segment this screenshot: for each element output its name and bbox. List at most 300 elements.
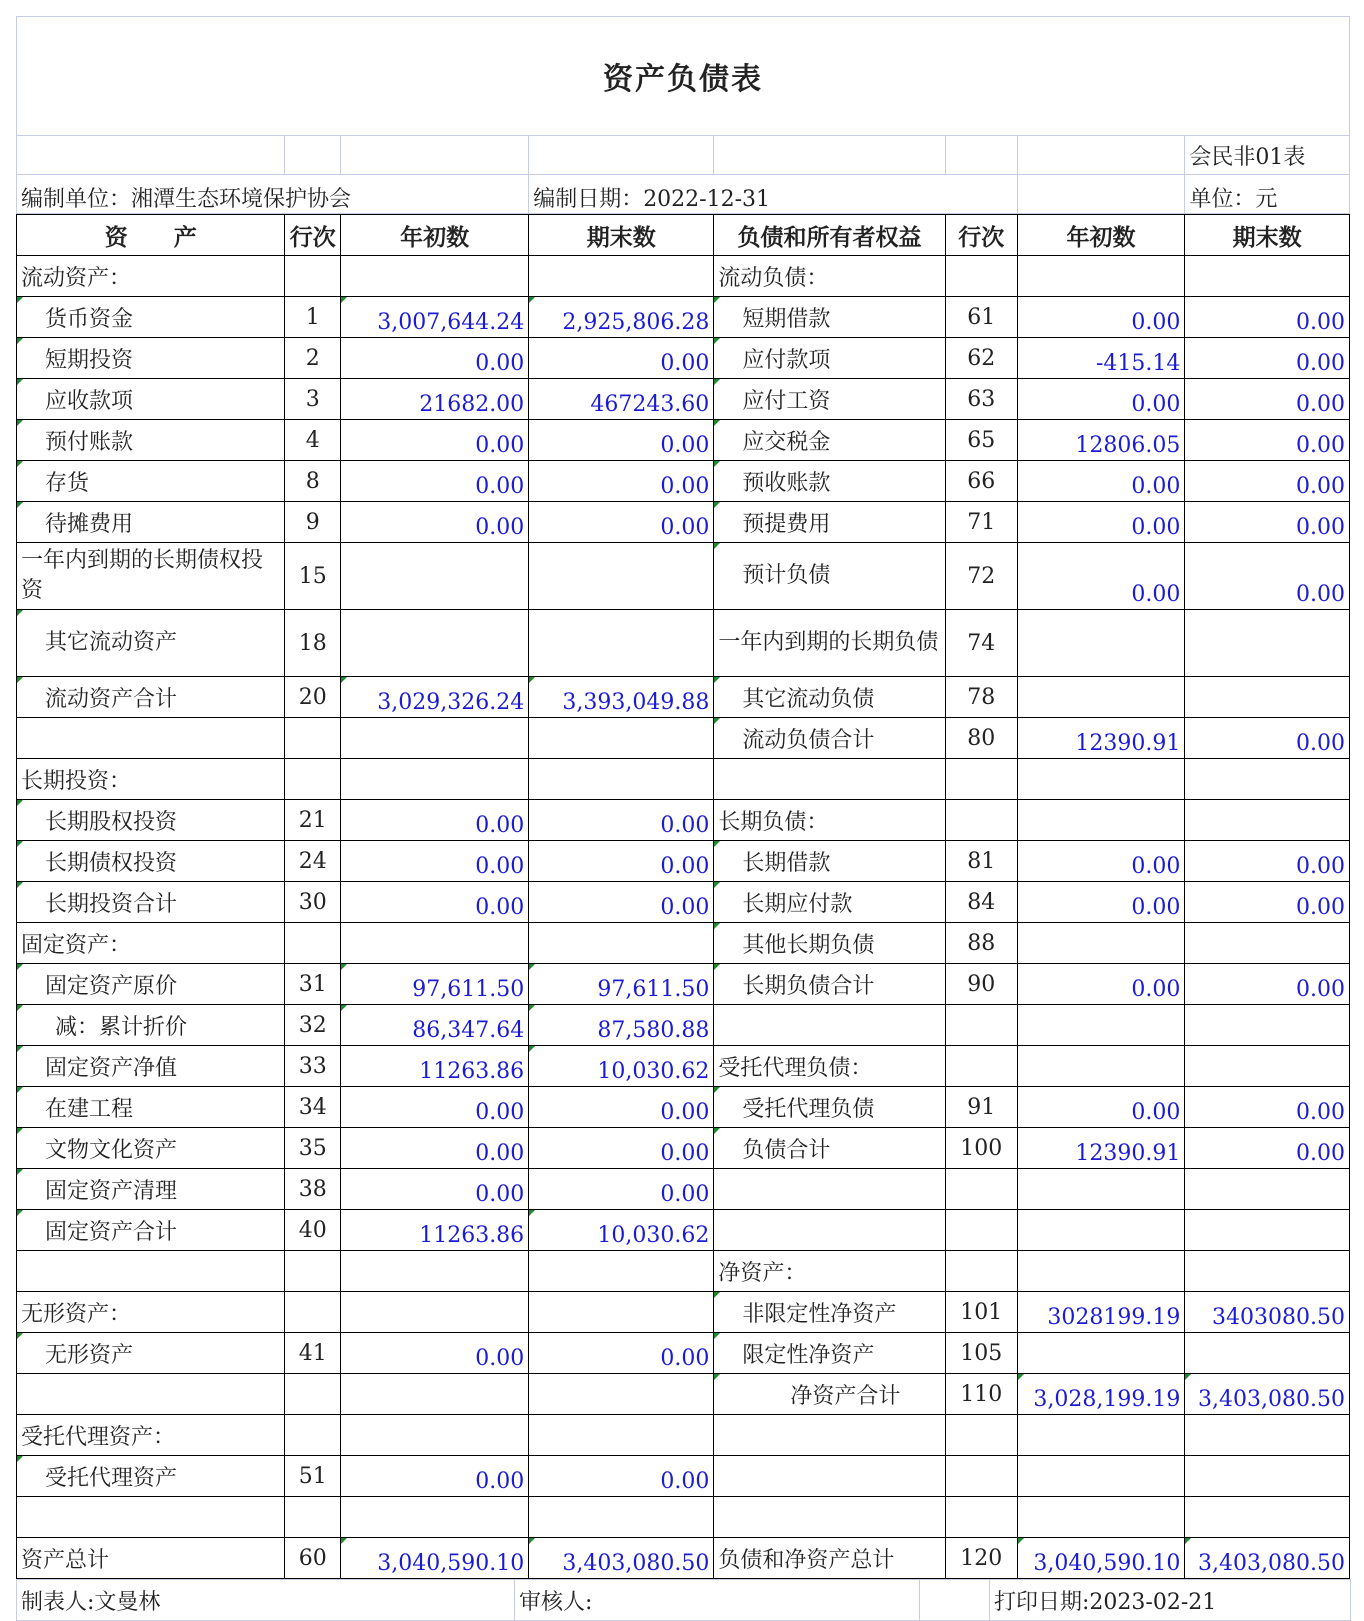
asset-begin-cell[interactable]: 0.00 [340, 502, 528, 543]
asset-line-cell[interactable]: 4 [285, 420, 341, 461]
table-row [17, 543, 1350, 610]
asset-begin-cell[interactable] [340, 1251, 528, 1292]
asset-name-cell[interactable]: 待摊费用 [17, 502, 285, 543]
table-row [17, 964, 1350, 1005]
liab-name-cell[interactable]: 其他长期负债 [714, 923, 945, 964]
liab-name-cell[interactable] [714, 1005, 945, 1046]
col-header-assets: 资 产 [17, 215, 285, 256]
col-header-begin: 年初数 [1017, 215, 1185, 256]
asset-end-cell[interactable] [529, 1374, 714, 1415]
asset-name-cell[interactable]: 受托代理资产： [17, 1415, 285, 1456]
asset-name-cell[interactable]: 其它流动资产 [17, 610, 285, 677]
balance-table [16, 214, 1350, 1579]
table-row [17, 1087, 1350, 1128]
liab-name-cell[interactable]: 非限定性净资产 [714, 1292, 945, 1333]
table-row [17, 1415, 1350, 1456]
asset-begin-cell[interactable]: 0.00 [340, 882, 528, 923]
liab-line-cell[interactable]: 72 [945, 543, 1017, 610]
liab-begin-cell[interactable] [1017, 1415, 1185, 1456]
liab-begin-cell[interactable]: 12806.05 [1017, 420, 1185, 461]
table-row [17, 677, 1350, 718]
table-row [17, 1538, 1350, 1579]
asset-name-cell[interactable]: 减：累计折价 [17, 1005, 285, 1046]
liab-end-cell[interactable] [1185, 1251, 1350, 1292]
liab-begin-cell[interactable] [1017, 610, 1185, 677]
asset-end-cell[interactable]: 467243.60 [529, 379, 714, 420]
asset-end-cell[interactable] [529, 1497, 714, 1538]
asset-line-cell[interactable] [285, 1415, 341, 1456]
asset-end-cell[interactable] [529, 1415, 714, 1456]
asset-begin-cell[interactable] [340, 759, 528, 800]
blank-cell[interactable] [1017, 175, 1185, 214]
liab-line-cell[interactable] [945, 759, 1017, 800]
liab-end-cell[interactable]: 0.00 [1185, 1087, 1350, 1128]
asset-name-cell[interactable]: 文物文化资产 [17, 1128, 285, 1169]
asset-begin-cell[interactable]: 0.00 [340, 841, 528, 882]
liab-end-cell[interactable] [1185, 923, 1350, 964]
liab-name-cell[interactable]: 受托代理负债： [714, 1046, 945, 1087]
asset-begin-cell[interactable] [340, 1415, 528, 1456]
liab-line-cell[interactable]: 66 [945, 461, 1017, 502]
asset-begin-cell[interactable] [340, 543, 528, 610]
asset-line-cell[interactable]: 8 [285, 461, 341, 502]
liab-end-cell[interactable] [1185, 1497, 1350, 1538]
liab-begin-cell[interactable] [1017, 256, 1185, 297]
col-header-line: 行次 [945, 215, 1017, 256]
liab-line-cell[interactable]: 71 [945, 502, 1017, 543]
liab-begin-cell[interactable] [1017, 923, 1185, 964]
asset-line-cell[interactable] [285, 1251, 341, 1292]
asset-name-cell[interactable]: 固定资产合计 [17, 1210, 285, 1251]
blank-cell[interactable] [714, 136, 945, 175]
asset-line-cell[interactable]: 21 [285, 800, 341, 841]
liab-name-cell[interactable]: 预提费用 [714, 502, 945, 543]
liab-name-cell[interactable]: 长期负债合计 [714, 964, 945, 1005]
liab-begin-cell[interactable]: 0.00 [1017, 964, 1185, 1005]
table-row [17, 256, 1350, 297]
asset-begin-cell[interactable]: 0.00 [340, 338, 528, 379]
asset-line-cell[interactable]: 40 [285, 1210, 341, 1251]
liab-name-cell[interactable]: 净资产合计 [714, 1374, 945, 1415]
asset-begin-cell[interactable]: 0.00 [340, 420, 528, 461]
table-row [17, 1333, 1350, 1374]
liab-end-cell[interactable]: 3,403,080.50 [1185, 1374, 1350, 1415]
asset-end-cell[interactable]: 0.00 [529, 800, 714, 841]
liab-name-cell[interactable] [714, 1415, 945, 1456]
asset-begin-cell[interactable]: 0.00 [340, 1087, 528, 1128]
liab-begin-cell[interactable] [1017, 1046, 1185, 1087]
asset-name-cell[interactable]: 一年内到期的长期债权投资 [17, 543, 285, 610]
liab-begin-cell[interactable]: 3,028,199.19 [1017, 1374, 1185, 1415]
asset-line-cell[interactable]: 33 [285, 1046, 341, 1087]
asset-line-cell[interactable]: 1 [285, 297, 341, 338]
liab-end-cell[interactable]: 0.00 [1185, 379, 1350, 420]
asset-begin-cell[interactable]: 97,611.50 [340, 964, 528, 1005]
liab-end-cell[interactable] [1185, 1415, 1350, 1456]
liab-line-cell[interactable]: 88 [945, 923, 1017, 964]
asset-begin-cell[interactable]: 0.00 [340, 1333, 528, 1374]
asset-end-cell[interactable] [529, 1292, 714, 1333]
asset-name-cell[interactable]: 固定资产清理 [17, 1169, 285, 1210]
asset-name-cell[interactable] [17, 1497, 285, 1538]
liab-begin-cell[interactable]: 0.00 [1017, 841, 1185, 882]
table-row [17, 718, 1350, 759]
asset-name-cell[interactable]: 存货 [17, 461, 285, 502]
liab-begin-cell[interactable] [1017, 759, 1185, 800]
print-date: 打印日期:2023-02-21 [990, 1580, 1351, 1621]
asset-end-cell[interactable]: 10,030.62 [529, 1210, 714, 1251]
liab-name-cell[interactable] [714, 759, 945, 800]
liab-line-cell[interactable]: 90 [945, 964, 1017, 1005]
asset-end-cell[interactable]: 0.00 [529, 1087, 714, 1128]
asset-name-cell[interactable]: 短期投资 [17, 338, 285, 379]
liab-name-cell[interactable]: 一年内到期的长期负债 [714, 610, 945, 677]
table-row [17, 1005, 1350, 1046]
asset-begin-cell[interactable]: 0.00 [340, 800, 528, 841]
liab-line-cell[interactable] [945, 1005, 1017, 1046]
asset-line-cell[interactable]: 38 [285, 1169, 341, 1210]
asset-end-cell[interactable]: 0.00 [529, 841, 714, 882]
table-row [17, 297, 1350, 338]
liab-end-cell[interactable]: 0.00 [1185, 1128, 1350, 1169]
liab-name-cell[interactable]: 预计负债 [714, 543, 945, 610]
table-row [17, 1251, 1350, 1292]
form-code: 会民非01表 [1185, 136, 1350, 175]
liab-end-cell[interactable]: 0.00 [1185, 882, 1350, 923]
table-row [17, 759, 1350, 800]
asset-line-cell[interactable]: 60 [285, 1538, 341, 1579]
liab-begin-cell[interactable]: 12390.91 [1017, 1128, 1185, 1169]
liab-name-cell[interactable] [714, 1456, 945, 1497]
asset-end-cell[interactable] [529, 610, 714, 677]
liab-name-cell[interactable]: 应付款项 [714, 338, 945, 379]
asset-line-cell[interactable]: 41 [285, 1333, 341, 1374]
liab-begin-cell[interactable]: 0.00 [1017, 543, 1185, 610]
liab-name-cell[interactable] [714, 1210, 945, 1251]
liab-line-cell[interactable]: 100 [945, 1128, 1017, 1169]
liab-name-cell[interactable]: 负债合计 [714, 1128, 945, 1169]
asset-begin-cell[interactable]: 3,029,326.24 [340, 677, 528, 718]
liab-line-cell[interactable]: 61 [945, 297, 1017, 338]
liab-end-cell[interactable] [1185, 800, 1350, 841]
asset-begin-cell[interactable]: 0.00 [340, 1128, 528, 1169]
asset-name-cell[interactable]: 长期投资合计 [17, 882, 285, 923]
asset-end-cell[interactable]: 97,611.50 [529, 964, 714, 1005]
asset-line-cell[interactable] [285, 1374, 341, 1415]
asset-end-cell[interactable]: 0.00 [529, 1333, 714, 1374]
asset-begin-cell[interactable]: 11263.86 [340, 1210, 528, 1251]
asset-begin-cell[interactable]: 86,347.64 [340, 1005, 528, 1046]
asset-end-cell[interactable] [529, 256, 714, 297]
asset-name-cell[interactable]: 固定资产净值 [17, 1046, 285, 1087]
liab-line-cell[interactable]: 91 [945, 1087, 1017, 1128]
liab-end-cell[interactable] [1185, 677, 1350, 718]
liab-end-cell[interactable]: 0.00 [1185, 420, 1350, 461]
asset-begin-cell[interactable] [340, 610, 528, 677]
liab-line-cell[interactable]: 105 [945, 1333, 1017, 1374]
preparer: 制表人:文曼林 [17, 1580, 515, 1621]
col-header-end: 期末数 [1185, 215, 1350, 256]
liab-begin-cell[interactable] [1017, 1333, 1185, 1374]
liab-line-cell[interactable] [945, 800, 1017, 841]
asset-end-cell[interactable]: 0.00 [529, 338, 714, 379]
table-row [17, 610, 1350, 677]
liab-line-cell[interactable] [945, 1251, 1017, 1292]
liab-line-cell[interactable] [945, 1169, 1017, 1210]
liab-begin-cell[interactable]: 0.00 [1017, 502, 1185, 543]
liab-end-cell[interactable]: 0.00 [1185, 297, 1350, 338]
asset-name-cell[interactable]: 资产总计 [17, 1538, 285, 1579]
asset-begin-cell[interactable]: 3,040,590.10 [340, 1538, 528, 1579]
asset-begin-cell[interactable]: 0.00 [340, 1169, 528, 1210]
asset-line-cell[interactable]: 9 [285, 502, 341, 543]
liab-end-cell[interactable] [1185, 256, 1350, 297]
table-header-row [17, 215, 1350, 256]
asset-begin-cell[interactable]: 21682.00 [340, 379, 528, 420]
asset-begin-cell[interactable] [340, 1374, 528, 1415]
liab-name-cell[interactable]: 流动负债： [714, 256, 945, 297]
table-row [17, 502, 1350, 543]
liab-end-cell[interactable]: 0.00 [1185, 718, 1350, 759]
blank-cell[interactable] [945, 136, 1017, 175]
liab-line-cell[interactable] [945, 1456, 1017, 1497]
liab-end-cell[interactable]: 0.00 [1185, 543, 1350, 610]
liab-end-cell[interactable]: 0.00 [1185, 964, 1350, 1005]
liab-line-cell[interactable]: 101 [945, 1292, 1017, 1333]
liab-begin-cell[interactable] [1017, 1005, 1185, 1046]
asset-begin-cell[interactable] [340, 923, 528, 964]
asset-line-cell[interactable]: 20 [285, 677, 341, 718]
liab-name-cell[interactable]: 长期应付款 [714, 882, 945, 923]
liab-name-cell[interactable]: 受托代理负债 [714, 1087, 945, 1128]
liab-line-cell[interactable] [945, 1415, 1017, 1456]
asset-end-cell[interactable]: 0.00 [529, 882, 714, 923]
liab-line-cell[interactable]: 65 [945, 420, 1017, 461]
liab-begin-cell[interactable]: 0.00 [1017, 379, 1185, 420]
table-row [17, 882, 1350, 923]
asset-begin-cell[interactable]: 11263.86 [340, 1046, 528, 1087]
asset-name-cell[interactable]: 应收款项 [17, 379, 285, 420]
col-header-line: 行次 [285, 215, 341, 256]
blank-cell[interactable] [285, 136, 341, 175]
asset-line-cell[interactable]: 32 [285, 1005, 341, 1046]
table-row [17, 461, 1350, 502]
liab-name-cell[interactable]: 净资产： [714, 1251, 945, 1292]
asset-end-cell[interactable]: 3,393,049.88 [529, 677, 714, 718]
asset-name-cell[interactable]: 预付账款 [17, 420, 285, 461]
asset-begin-cell[interactable]: 0.00 [340, 1456, 528, 1497]
asset-end-cell[interactable]: 0.00 [529, 1169, 714, 1210]
asset-end-cell[interactable]: 87,580.88 [529, 1005, 714, 1046]
liab-end-cell[interactable] [1185, 1333, 1350, 1374]
liab-begin-cell[interactable]: 0.00 [1017, 297, 1185, 338]
liab-end-cell[interactable]: 0.00 [1185, 338, 1350, 379]
liab-end-cell[interactable]: 0.00 [1185, 841, 1350, 882]
liab-end-cell[interactable] [1185, 1005, 1350, 1046]
asset-end-cell[interactable] [529, 543, 714, 610]
liab-line-cell[interactable]: 62 [945, 338, 1017, 379]
liab-line-cell[interactable]: 78 [945, 677, 1017, 718]
org-label: 编制单位：湘潭生态环境保护协会 [17, 175, 529, 214]
asset-end-cell[interactable]: 0.00 [529, 461, 714, 502]
liab-line-cell[interactable] [945, 1210, 1017, 1251]
table-row [17, 841, 1350, 882]
liab-begin-cell[interactable]: 3,040,590.10 [1017, 1538, 1185, 1579]
liab-line-cell[interactable] [945, 1497, 1017, 1538]
liab-begin-cell[interactable] [1017, 1456, 1185, 1497]
liab-end-cell[interactable] [1185, 1456, 1350, 1497]
asset-begin-cell[interactable] [340, 1292, 528, 1333]
liab-begin-cell[interactable] [1017, 1251, 1185, 1292]
table-row [17, 800, 1350, 841]
asset-line-cell[interactable]: 3 [285, 379, 341, 420]
liab-name-cell[interactable]: 长期借款 [714, 841, 945, 882]
liab-name-cell[interactable]: 负债和净资产总计 [714, 1538, 945, 1579]
liab-begin-cell[interactable] [1017, 800, 1185, 841]
liab-begin-cell[interactable]: -415.14 [1017, 338, 1185, 379]
liab-name-cell[interactable]: 其它流动负债 [714, 677, 945, 718]
page-title: 资产负债表 [603, 62, 763, 97]
asset-name-cell[interactable]: 无形资产： [17, 1292, 285, 1333]
asset-name-cell[interactable] [17, 718, 285, 759]
blank-cell[interactable] [17, 136, 285, 175]
liab-name-cell[interactable]: 应交税金 [714, 420, 945, 461]
asset-end-cell[interactable] [529, 923, 714, 964]
liab-line-cell[interactable]: 81 [945, 841, 1017, 882]
balance-sheet [16, 16, 1350, 1621]
liab-begin-cell[interactable]: 12390.91 [1017, 718, 1185, 759]
asset-end-cell[interactable]: 0.00 [529, 1456, 714, 1497]
blank-cell[interactable] [1017, 136, 1185, 175]
liab-begin-cell[interactable]: 0.00 [1017, 461, 1185, 502]
asset-name-cell[interactable]: 长期股权投资 [17, 800, 285, 841]
liab-name-cell[interactable] [714, 1497, 945, 1538]
liab-line-cell[interactable] [945, 1046, 1017, 1087]
col-header-begin: 年初数 [340, 215, 528, 256]
footer [16, 1579, 1351, 1621]
table-row [17, 1128, 1350, 1169]
header-info [16, 135, 1350, 214]
liab-end-cell[interactable]: 0.00 [1185, 461, 1350, 502]
asset-name-cell[interactable]: 长期投资： [17, 759, 285, 800]
liab-end-cell[interactable]: 0.00 [1185, 502, 1350, 543]
liab-begin-cell[interactable] [1017, 1497, 1185, 1538]
asset-end-cell[interactable]: 2,925,806.28 [529, 297, 714, 338]
blank-cell[interactable] [340, 136, 528, 175]
asset-begin-cell[interactable] [340, 256, 528, 297]
liab-begin-cell[interactable]: 3028199.19 [1017, 1292, 1185, 1333]
liab-end-cell[interactable] [1185, 1210, 1350, 1251]
liab-name-cell[interactable]: 预收账款 [714, 461, 945, 502]
asset-end-cell[interactable]: 0.00 [529, 1128, 714, 1169]
liab-end-cell[interactable]: 3403080.50 [1185, 1292, 1350, 1333]
table-row [17, 420, 1350, 461]
liab-line-cell[interactable]: 74 [945, 610, 1017, 677]
asset-end-cell[interactable]: 10,030.62 [529, 1046, 714, 1087]
asset-line-cell[interactable] [285, 923, 341, 964]
asset-name-cell[interactable]: 长期债权投资 [17, 841, 285, 882]
asset-name-cell[interactable] [17, 1374, 285, 1415]
liab-name-cell[interactable] [714, 1169, 945, 1210]
asset-begin-cell[interactable]: 3,007,644.24 [340, 297, 528, 338]
asset-end-cell[interactable] [529, 759, 714, 800]
asset-name-cell[interactable] [17, 1251, 285, 1292]
liab-name-cell[interactable]: 长期负债： [714, 800, 945, 841]
asset-end-cell[interactable] [529, 1251, 714, 1292]
asset-end-cell[interactable] [529, 718, 714, 759]
asset-end-cell[interactable]: 0.00 [529, 420, 714, 461]
liab-begin-cell[interactable] [1017, 1169, 1185, 1210]
asset-line-cell[interactable]: 51 [285, 1456, 341, 1497]
liab-name-cell[interactable]: 应付工资 [714, 379, 945, 420]
liab-end-cell[interactable]: 3,403,080.50 [1185, 1538, 1350, 1579]
asset-name-cell[interactable]: 流动资产合计 [17, 677, 285, 718]
asset-name-cell[interactable]: 固定资产： [17, 923, 285, 964]
asset-line-cell[interactable]: 30 [285, 882, 341, 923]
liab-name-cell[interactable]: 限定性净资产 [714, 1333, 945, 1374]
asset-line-cell[interactable]: 18 [285, 610, 341, 677]
liab-name-cell[interactable]: 短期借款 [714, 297, 945, 338]
asset-end-cell[interactable]: 3,403,080.50 [529, 1538, 714, 1579]
liab-begin-cell[interactable]: 0.00 [1017, 882, 1185, 923]
table-row [17, 1169, 1350, 1210]
asset-begin-cell[interactable]: 0.00 [340, 461, 528, 502]
asset-line-cell[interactable] [285, 256, 341, 297]
liab-end-cell[interactable] [1185, 1046, 1350, 1087]
asset-name-cell[interactable]: 在建工程 [17, 1087, 285, 1128]
liab-end-cell[interactable] [1185, 759, 1350, 800]
asset-name-cell[interactable]: 固定资产原价 [17, 964, 285, 1005]
blank-cell[interactable] [529, 136, 714, 175]
table-row [17, 1292, 1350, 1333]
liab-end-cell[interactable] [1185, 1169, 1350, 1210]
liab-line-cell[interactable]: 110 [945, 1374, 1017, 1415]
asset-line-cell[interactable] [285, 759, 341, 800]
asset-line-cell[interactable]: 31 [285, 964, 341, 1005]
table-row [17, 1210, 1350, 1251]
asset-line-cell[interactable] [285, 1497, 341, 1538]
liab-line-cell[interactable]: 63 [945, 379, 1017, 420]
asset-name-cell[interactable]: 受托代理资产 [17, 1456, 285, 1497]
liab-begin-cell[interactable] [1017, 1210, 1185, 1251]
asset-begin-cell[interactable] [340, 718, 528, 759]
liab-begin-cell[interactable]: 0.00 [1017, 1087, 1185, 1128]
asset-line-cell[interactable]: 2 [285, 338, 341, 379]
asset-end-cell[interactable]: 0.00 [529, 502, 714, 543]
liab-line-cell[interactable] [945, 256, 1017, 297]
asset-name-cell[interactable]: 流动资产： [17, 256, 285, 297]
liab-line-cell[interactable]: 120 [945, 1538, 1017, 1579]
asset-line-cell[interactable] [285, 1292, 341, 1333]
asset-line-cell[interactable] [285, 718, 341, 759]
blank-cell[interactable] [920, 1580, 990, 1621]
asset-begin-cell[interactable] [340, 1497, 528, 1538]
title-area [16, 16, 1350, 135]
asset-line-cell[interactable]: 35 [285, 1128, 341, 1169]
liab-line-cell[interactable]: 80 [945, 718, 1017, 759]
asset-line-cell[interactable]: 15 [285, 543, 341, 610]
asset-line-cell[interactable]: 34 [285, 1087, 341, 1128]
liab-begin-cell[interactable] [1017, 677, 1185, 718]
table-row [17, 1456, 1350, 1497]
table-row [17, 1497, 1350, 1538]
liab-end-cell[interactable] [1185, 610, 1350, 677]
asset-name-cell[interactable]: 无形资产 [17, 1333, 285, 1374]
asset-name-cell[interactable]: 货币资金 [17, 297, 285, 338]
asset-line-cell[interactable]: 24 [285, 841, 341, 882]
liab-line-cell[interactable]: 84 [945, 882, 1017, 923]
liab-name-cell[interactable]: 流动负债合计 [714, 718, 945, 759]
